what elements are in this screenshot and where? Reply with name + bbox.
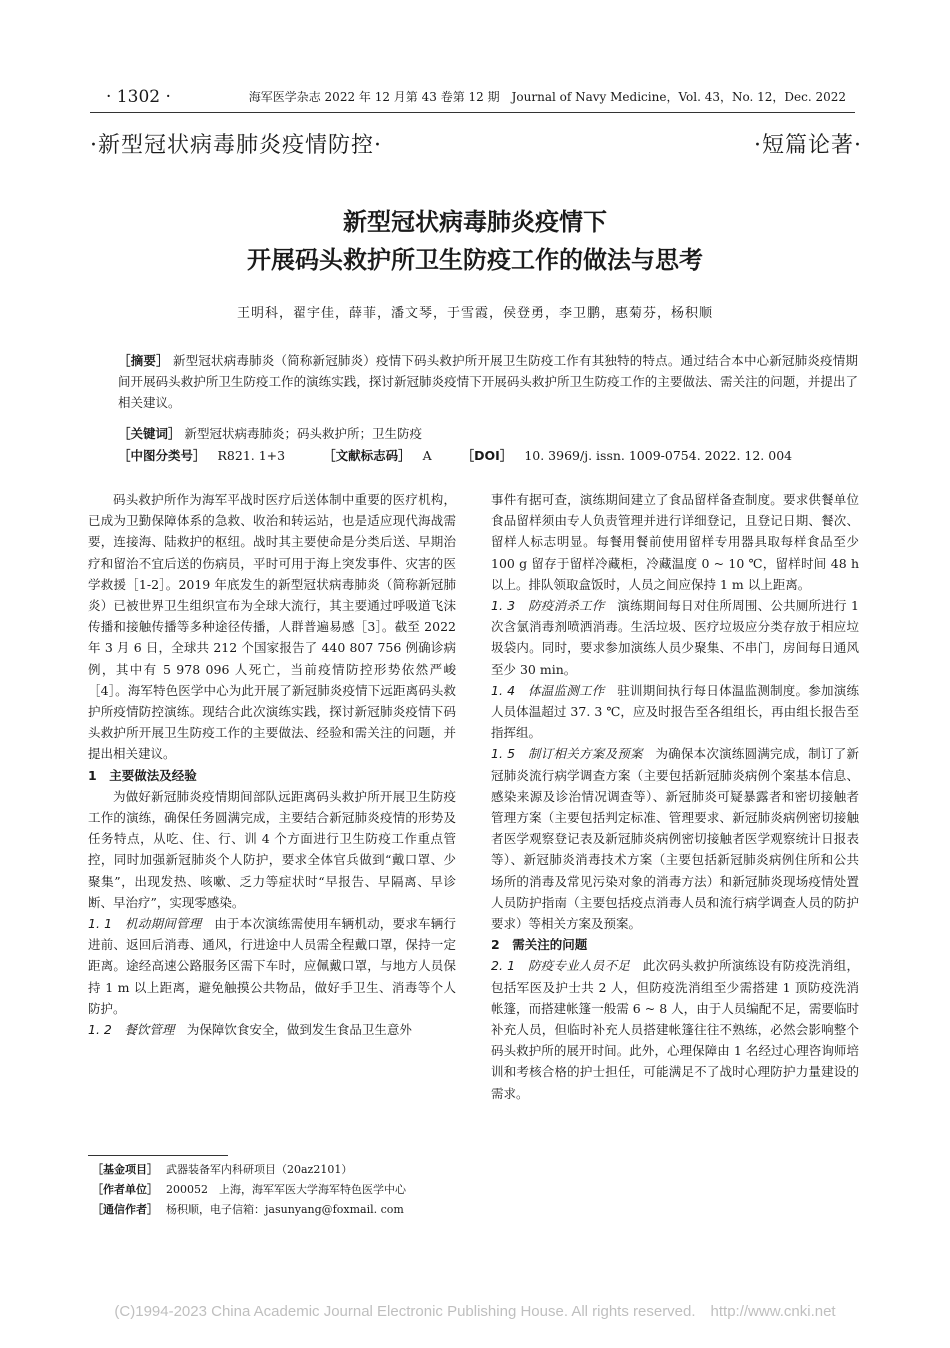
doc-code-label: ［文献标志码］ xyxy=(323,448,411,463)
subsection-1-3 xyxy=(491,595,859,680)
author-list: 王明科，翟宇佳，薛菲，潘文琴，于雪霞，侯登勇，李卫鹏，惠菊芬，杨积顺 xyxy=(236,306,713,321)
doi-value: 10. 3969/j. issn. 1009-0754. 2022. 12. 004 xyxy=(524,448,793,463)
subsection-1-4-label: 1. 4 体温监测工作 xyxy=(491,682,605,698)
subsection-1-3-text: 演练期间每日对住所周围、公共厕所进行 1 次含氯消毒剂喷洒消毒。生活垃圾、医疗垃圾应分类存放于相应垃圾袋内。同时，要求参加演练人员少聚集、不串门，房间每日通风至少 30 min。 xyxy=(491,598,859,677)
subsection-1-5-label: 1. 5 制订相关方案及预案 xyxy=(491,746,643,762)
fund-text: 武器装备军内科研项目（20az2101） xyxy=(166,1163,353,1176)
subsection-1-1-label: 1. 1 机动期间管理 xyxy=(88,916,202,932)
subsection-2-1 xyxy=(491,955,859,1103)
footnote-corresponding xyxy=(92,1200,472,1220)
journal-header: 海军医学杂志 2022 年 12 月第 43 卷第 12 期 Journal of Navy Medicine，Vol. 43，No. 12，Dec. 2022 xyxy=(248,90,846,104)
abstract xyxy=(118,350,858,413)
subsection-2-1-text: 此次码头救护所演练设有防疫洗消组，包括军医及护士共 2 人，但防疫洗消组至少需搭建 1 顶防疫洗消帐篷，而搭建帐篷一般需 6 ~ 8 人，由于人员编配不足，需要临时补充人员，但临时补充人员搭建帐篷往往不熟练，必然会影响整个码头救护所的展开时间。此外，心理保障由 1 名经过心理咨询师培训和考核合格的护士担任，可能满足不了战时心理防护力量建设的需求。 xyxy=(491,958,859,1101)
section-label-left: ·新型冠状病毒肺炎疫情防控· xyxy=(90,133,382,158)
subsection-1-5-text: 为确保本次演练圆满完成，制订了新冠肺炎流行病学调查方案（主要包括新冠肺炎病例个案基本信息、感染来源及诊治情况调查等）、新冠肺炎可疑暴露者和密切接触者管理方案（主要包括判定标准、管理要求、新冠肺炎病例密切接触者医学观察登记表及新冠肺炎病例密切接触者医学观察统计日报表等）、新冠肺炎消毒技术方案（主要包括新冠肺炎病例住所和公共场所的消毒及常见污染对象的消毒方法）和新冠肺炎现场疫情处置人员防护指南（主要包括疫点消毒人员和流行病学调查人员的防护要求）等相关方案及预案。 xyxy=(491,746,859,932)
corresponding-label: ［通信作者］ xyxy=(92,1203,158,1216)
subsection-1-2 xyxy=(88,1019,456,1040)
section-label-right: ·短篇论著· xyxy=(754,133,862,158)
page-number: · 1302 · xyxy=(106,87,171,107)
subsection-1-5 xyxy=(491,743,859,934)
footnote-fund xyxy=(92,1160,472,1180)
section-1-paragraph: 为做好新冠肺炎疫情期间部队远距离码头救护所开展卫生防疫工作的演练，确保任务圆满完成，主要结合新冠肺炎疫情的形势及任务特点，从吃、住、行、训 4 个方面进行卫生防疫工作重点管控，同时加强新冠肺炎个人防护，要求全体官兵做到“戴口罩、少聚集”，出现发热、咳嗽、乏力等症状时“早报告、早隔离、早诊断、早治疗”，实现零感染。 xyxy=(88,788,456,910)
section-heading-1: 1 主要做法及经验 xyxy=(88,767,197,783)
doc-code-value: A xyxy=(422,448,432,463)
unit-text: 200052 上海，海军军医大学海军特色医学中心 xyxy=(166,1183,406,1196)
section-heading-2: 2 需关注的问题 xyxy=(491,937,588,953)
fund-label: ［基金项目］ xyxy=(92,1163,158,1176)
footnotes xyxy=(92,1160,472,1220)
body-column-left xyxy=(88,489,456,1040)
article-title-line2: 开展码头救护所卫生防疫工作的做法与思考 xyxy=(247,246,703,274)
unit-label: ［作者单位］ xyxy=(92,1183,158,1196)
subsection-2-1-label: 2. 1 防疫专业人员不足 xyxy=(491,958,630,974)
subsection-1-1 xyxy=(88,913,456,1019)
subsection-1-2-text: 为保障饮食安全，做到发生食品卫生意外 xyxy=(186,1022,412,1038)
clc-value: R821. 1+3 xyxy=(217,448,286,463)
intro-paragraph: 码头救护所作为海军平战时医疗后送体制中重要的医疗机构，已成为卫勤保障体系的急救、收治和转运站，也是适应现代海战需要，连接海、陆救护的枢纽。战时其主要使命是分类后送、早期治疗和留治不宜后送的伤病员，平时可用于海上突发事件、灾害的医学救援［1-2］。2019 年底发生的新型冠状病毒肺炎（简称新冠肺炎）已被世界卫生组织宣布为全球大流行，其主要通过呼吸道飞沫传播和接触传播等多种途径传播，人群普遍易感［3］。截至 2022 年 3 月 6 日，全球共 212 个国家报告了 440 807 756 例确诊病例，其中有 5 978 096 人死亡，当前疫情防控形势依然严峻［4］。海军特色医学中心为此开展了新冠肺炎疫情下远距离码头救护所疫情防控演练。现结合此次演练实践，探讨新冠肺炎疫情下码头救护所开展卫生防疫工作的主要做法、经验和需关注的问题，并提出相关建议。 xyxy=(88,492,456,762)
keywords-text: 新型冠状病毒肺炎；码头救护所；卫生防疫 xyxy=(184,426,423,441)
keywords-label: ［关键词］ xyxy=(118,426,181,441)
subsection-1-2-label: 1. 2 餐饮管理 xyxy=(88,1022,175,1038)
subsection-1-3-label: 1. 3 防疫消杀工作 xyxy=(491,598,605,614)
corresponding-text: 杨积顺，电子信箱：jasunyang@foxmail. com xyxy=(166,1203,404,1216)
subsection-1-1-text: 由于本次演练需使用车辆机动，要求车辆行进前、返回后消毒、通风，行进途中人员需全程戴口罩，保持一定距离。途经高速公路服务区需下车时，应佩戴口罩，与地方人员保持 1 m 以上距离，避免触摸公共物品，做好手卫生、消毒等个人防护。 xyxy=(88,916,456,1016)
subsection-1-4-text: 驻训期间执行每日体温监测制度。参加演练人员体温超过 37. 3 ℃，应及时报告至各组组长，再由组长报告至指挥组。 xyxy=(491,682,859,741)
article-title-line1: 新型冠状病毒肺炎疫情下 xyxy=(343,208,607,236)
continued-paragraph: 事件有据可查，演练期间建立了食品留样备查制度。要求供餐单位食品留样须由专人负责管理并进行详细登记，且登记日期、餐次、留样人标志明显。每餐用餐前使用留样专用器具取每样食品至少 100 g 留存于留样冷藏柜，冷藏温度 0 ~ 10 ℃，留样时间 48 h 以上。排队领取盒饭时，人员之间应保持 1 m 以上距离。 xyxy=(491,492,859,592)
footnote-unit xyxy=(92,1180,472,1200)
abstract-text: 新型冠状病毒肺炎（简称新冠肺炎）疫情下码头救护所开展卫生防疫工作有其独特的特点。通过结合本中心新冠肺炎疫情期间开展码头救护所卫生防疫工作的演练实践，探讨新冠肺炎疫情下开展码头救护所卫生防疫工作的主要做法、需关注的问题，并提出了相关建议。 xyxy=(118,353,858,410)
header-rule xyxy=(90,112,855,113)
footnote-rule xyxy=(88,1155,228,1156)
abstract-label: ［摘要］ xyxy=(118,353,169,368)
copyright-watermark: (C)1994-2023 China Academic Journal Electronic Publishing House. All rights reserved. http://www.cnki.net xyxy=(114,1303,836,1320)
body-column-right xyxy=(491,489,859,1104)
doi-label: ［DOI］ xyxy=(461,448,513,463)
clc-label: ［中图分类号］ xyxy=(118,448,206,463)
subsection-1-4 xyxy=(491,680,859,744)
classification-row xyxy=(118,445,858,466)
keywords xyxy=(118,423,858,444)
